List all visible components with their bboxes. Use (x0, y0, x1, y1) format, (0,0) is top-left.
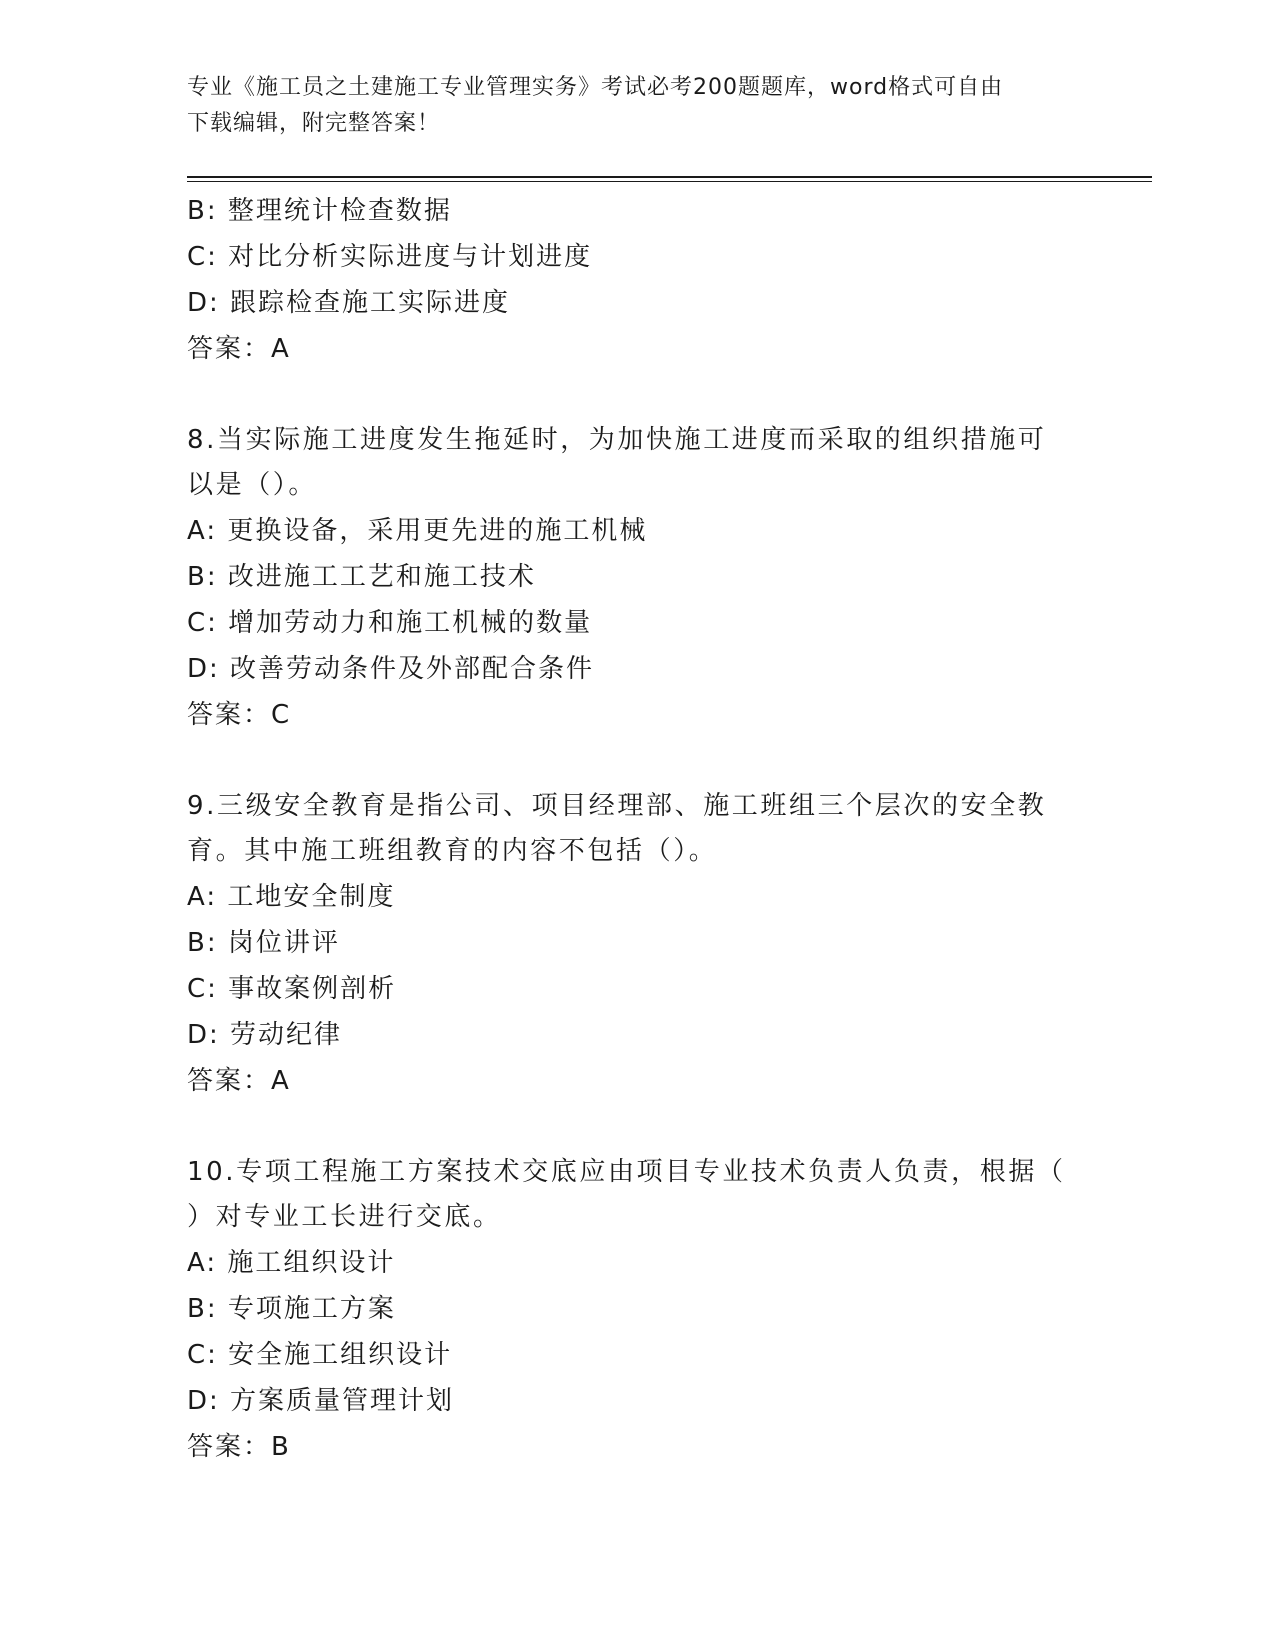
option-a: A: 工地安全制度 (187, 882, 396, 912)
question-stem (187, 418, 1067, 508)
question-stem-line-2: 育。其中施工班组教育的内容不包括（）。 (187, 836, 718, 866)
question-9 (187, 784, 1087, 1104)
answer-line: 答案：B (187, 1432, 291, 1462)
option-d: D: 劳动纪律 (187, 1020, 343, 1050)
option-c: C: 增加劳动力和施工机械的数量 (187, 608, 593, 638)
question-stem-line-1: 9.三级安全教育是指公司、项目经理部、施工班组三个层次的安全教 (187, 791, 1047, 821)
question-stem-line-1: 10.专项工程施工方案技术交底应由项目专业技术负责人负责，根据（ (187, 1157, 1066, 1187)
question-8 (187, 418, 1087, 738)
header-line-1: 专业《施工员之土建施工专业管理实务》考试必考200题题库，word格式可自由 (187, 75, 1004, 100)
option-b: B: 改进施工工艺和施工技术 (187, 562, 536, 592)
header-divider-thick (187, 176, 1152, 178)
option-b: B: 岗位讲评 (187, 928, 340, 958)
option-c: C: 事故案例剖析 (187, 974, 397, 1004)
question-7-continued (187, 188, 1087, 372)
question-stem (187, 1150, 1067, 1240)
option-c: C: 对比分析实际进度与计划进度 (187, 242, 593, 272)
option-c: C: 安全施工组织设计 (187, 1340, 453, 1370)
spacer (187, 738, 1087, 784)
header-divider-thin (187, 181, 1152, 182)
spacer (187, 1104, 1087, 1150)
question-stem-line-1: 8.当实际施工进度发生拖延时，为加快施工进度而采取的组织措施可 (187, 425, 1047, 455)
option-a: A: 施工组织设计 (187, 1248, 396, 1278)
option-a: A: 更换设备，采用更先进的施工机械 (187, 516, 648, 546)
question-stem-line-2: 以是（）。 (187, 470, 318, 500)
document-header (187, 70, 1077, 142)
header-line-2: 下载编辑，附完整答案！ (187, 111, 441, 136)
question-10 (187, 1150, 1087, 1470)
question-stem (187, 784, 1067, 874)
option-d: D: 改善劳动条件及外部配合条件 (187, 654, 595, 684)
option-b: B: 整理统计检查数据 (187, 196, 452, 226)
answer-line: 答案：A (187, 334, 291, 364)
option-d: D: 方案质量管理计划 (187, 1386, 455, 1416)
spacer (187, 372, 1087, 418)
answer-line: 答案：A (187, 1066, 291, 1096)
document-body (187, 188, 1087, 1470)
answer-line: 答案：C (187, 700, 292, 730)
option-b: B: 专项施工方案 (187, 1294, 396, 1324)
question-stem-line-2: ）对专业工长进行交底。 (187, 1202, 502, 1232)
option-d: D: 跟踪检查施工实际进度 (187, 288, 511, 318)
